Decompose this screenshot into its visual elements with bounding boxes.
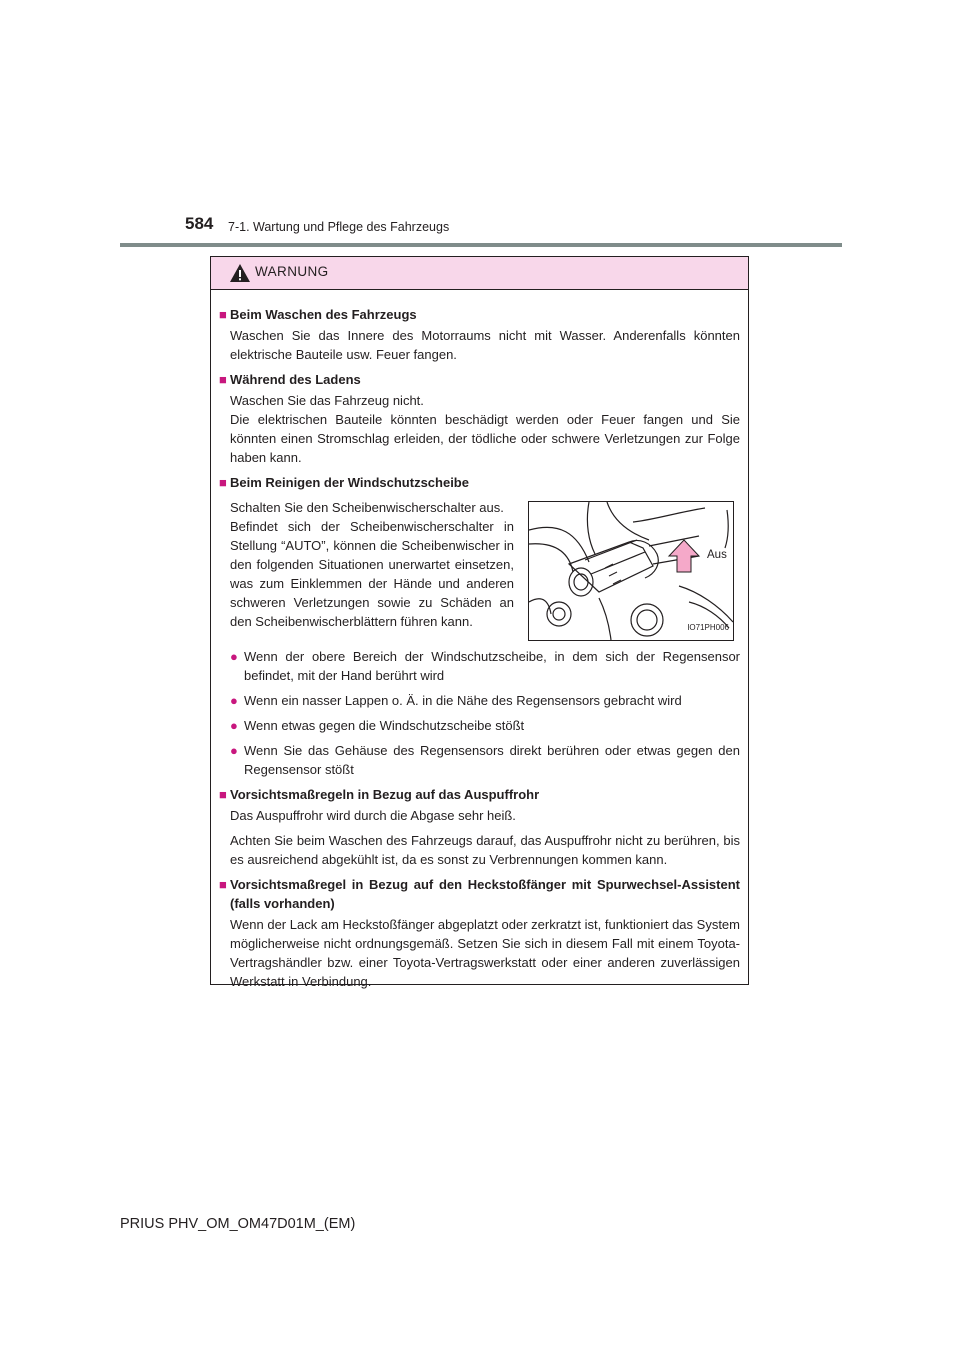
list-item: ● Wenn der obere Bereich der Windschutzscheibe, in dem sich der Regensensor befindet, mit der Hand berührt wird — [230, 649, 740, 683]
square-bullet-icon: ■ — [219, 877, 227, 892]
warning-box — [210, 256, 749, 989]
section-heading: ■ Vorsichtsmaßregeln in Bezug auf das Auspuffrohr — [219, 787, 540, 802]
chapter-title: 7-1. Wartung und Pflege des Fahrzeugs — [228, 220, 450, 234]
section-paragraph: Waschen Sie das Innere des Motorraums nicht mit Wasser. Anderenfalls könnten elektrische Bauteile usw. Feuer fangen. — [230, 328, 740, 362]
section-paragraph: Wenn der Lack am Heckstoßfänger abgeplatzt oder zerkratzt ist, funktioniert das System möglicherweise nicht ordnungsgemäß. Setzen Sie sich in diesem Fall mit einem Toyota-Vertragshändler bzw. einer Toyota-Vertragswerkstatt oder einer anderen zuverlässigen Werkstatt in Verbindung. — [230, 917, 740, 989]
section-heading: ■ Während des Ladens — [219, 372, 361, 387]
list-item: ● Wenn etwas gegen die Windschutzscheibe stößt — [230, 718, 525, 733]
square-bullet-icon: ■ — [219, 307, 227, 322]
square-bullet-icon: ■ — [219, 372, 227, 387]
section-paragraph: Das Auspuffrohr wird durch die Abgase sehr heiß. — [230, 808, 516, 823]
square-bullet-icon: ■ — [219, 787, 227, 802]
aus-label: Aus — [707, 549, 727, 561]
section-paragraph: Achten Sie beim Waschen des Fahrzeugs darauf, das Auspuffrohr nicht zu berühren, bis es ausreichend abgekühlt ist, da es sonst zu Verbrennungen kommen kann. — [230, 833, 740, 867]
document-id: PRIUS PHV_OM_OM47D01M_(EM) — [120, 1216, 356, 1232]
figure-code: IO71PH006 — [687, 623, 729, 632]
section-heading: ■ Beim Waschen des Fahrzeugs — [219, 307, 417, 322]
section-heading: ■ Beim Reinigen der Windschutzscheibe — [219, 475, 469, 490]
page-number: 584 — [185, 214, 214, 233]
split-paragraph: Schalten Sie den Scheibenwischerschalter aus. Befindet sich der Scheibenwischerschalter in Stellung “AUTO”, können die Scheibenwischer in den folgenden Situationen unerwartet einsetzen, was zum Einklemmen der Hände und anderen schweren Verletzungen sowie zu Schäden an den Scheibenwischerblättern führen kann. — [230, 500, 514, 629]
wiper-switch-illustration — [528, 501, 734, 641]
section-paragraph: Waschen Sie das Fahrzeug nicht. — [230, 393, 424, 408]
warning-triangle-icon — [229, 263, 251, 283]
circle-bullet-icon: ● — [230, 718, 238, 733]
list-item: ● Wenn Sie das Gehäuse des Regensensors direkt berühren oder etwas gegen den Regensensor stößt — [230, 743, 740, 777]
section-paragraph: Die elektrischen Bauteile könnten beschädigt werden oder Feuer fangen und Sie könnten einen Stromschlag erleiden, der tödliche oder schwere Verletzungen zur Folge haben kann. — [230, 412, 740, 465]
square-bullet-icon: ■ — [219, 475, 227, 490]
warning-body — [219, 301, 740, 991]
warning-title: WARNUNG — [255, 264, 329, 279]
header-rule — [120, 243, 842, 247]
warning-header — [211, 257, 748, 290]
list-item: ● Wenn ein nasser Lappen o. Ä. in die Nähe des Regensensors gebracht wird — [230, 693, 682, 708]
circle-bullet-icon: ● — [230, 649, 238, 664]
text-with-figure — [230, 498, 740, 641]
section-heading: ■ Vorsichtsmaßregel in Bezug auf den Heckstoßfänger mit Spurwechsel-Assistent (falls vorhanden) — [219, 877, 740, 911]
circle-bullet-icon: ● — [230, 743, 238, 758]
circle-bullet-icon: ● — [230, 693, 238, 708]
